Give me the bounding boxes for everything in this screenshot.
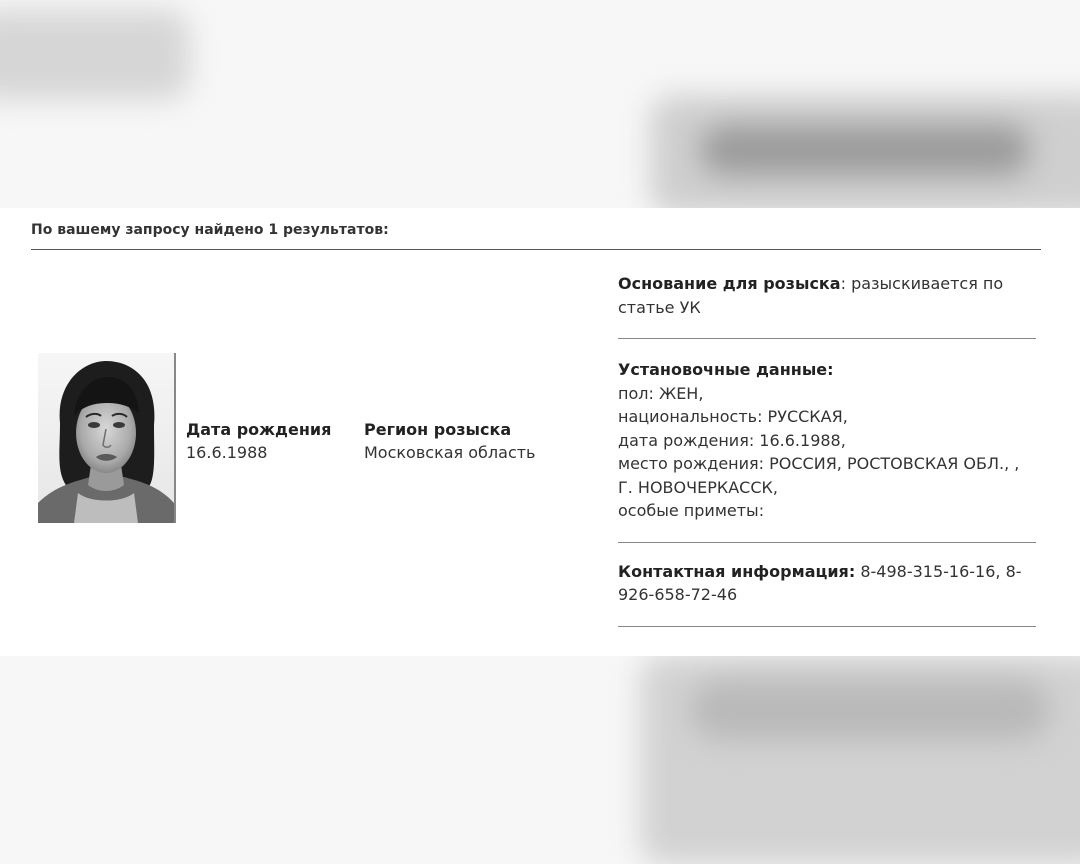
grounds-value: разыскивается по статье УК — [618, 274, 1004, 317]
identity-line-birth-date: дата рождения: 16.6.1988, — [618, 430, 846, 450]
identity-line-nationality: национальность: РУССКАЯ, — [618, 407, 848, 426]
birth-date-value: 16.6.1988 — [186, 443, 268, 462]
birth-date-label: Дата рождения — [186, 420, 332, 439]
identity-line-birth-place: место рождения: РОССИЯ, РОСТОВСКАЯ ОБЛ., , Г. НОВОЧЕРКАССК, — [618, 454, 1020, 497]
identity-line-sex: пол: ЖЕН, — [618, 383, 704, 403]
grounds-block — [618, 272, 1036, 319]
blurred-background-bottom-right-band — [690, 680, 1050, 740]
region-label: Регион розыска — [364, 420, 512, 439]
details-column — [618, 272, 1036, 627]
contact-label: Контактная информация: — [618, 561, 856, 581]
blurred-background-top-right-band — [700, 125, 1030, 175]
identity-line-special-marks: особые приметы: — [618, 501, 765, 520]
grounds-separator: : — [840, 274, 852, 293]
divider — [618, 542, 1036, 543]
identity-label: Установочные данные: — [618, 360, 834, 379]
region-value: Московская область — [364, 443, 536, 462]
person-photo — [38, 353, 176, 523]
grounds-label: Основание для розыска — [618, 274, 841, 293]
contact-value: 8-498-315-16-16, 8-926-658-72-46 — [618, 561, 1022, 604]
search-results-sheet — [0, 208, 1080, 656]
birth-date-field — [186, 418, 331, 464]
region-field — [364, 418, 604, 464]
identity-block — [618, 358, 1036, 523]
result-summary: По вашему запросу найдено 1 результатов: — [31, 222, 389, 238]
divider — [618, 626, 1036, 627]
divider — [618, 338, 1036, 339]
header-divider — [31, 249, 1041, 250]
contact-block — [618, 560, 1036, 607]
blurred-background-top-left — [0, 10, 190, 100]
